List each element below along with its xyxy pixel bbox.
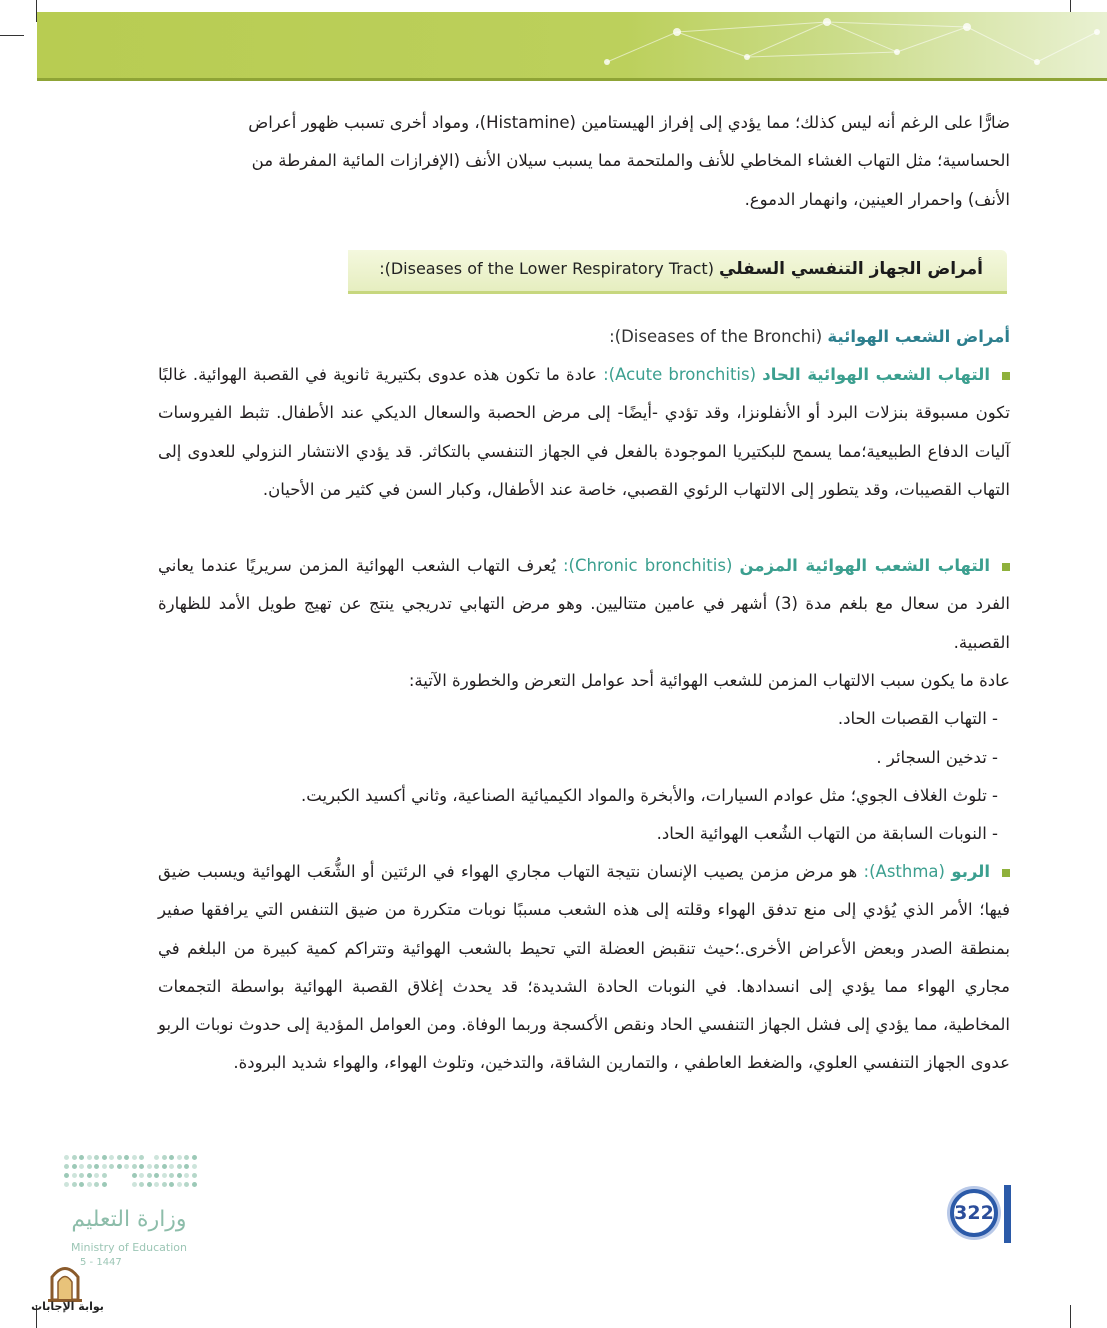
chronic-bronchitis-block bbox=[158, 547, 1010, 662]
bullet-icon bbox=[1002, 869, 1010, 877]
logo-dot bbox=[79, 1182, 84, 1187]
term-en: (Acute bronchitis): bbox=[603, 365, 757, 384]
logo-dot bbox=[162, 1164, 167, 1169]
logo-dot bbox=[72, 1182, 77, 1187]
list-item: - تلوث الغلاف الجوي؛ مثل عوادم السيارات، والأبخرة والمواد الكيميائية الصناعية، وثاني أكسيد الكبريت. bbox=[301, 785, 998, 805]
logo-dot bbox=[87, 1164, 92, 1169]
logo-dot bbox=[124, 1164, 129, 1169]
watermark-text: بوابة الإجابات bbox=[31, 1300, 104, 1313]
logo-dot bbox=[184, 1155, 189, 1160]
logo-dot bbox=[94, 1164, 99, 1169]
logo-dot bbox=[154, 1173, 159, 1178]
logo-dot bbox=[87, 1173, 92, 1178]
bullet-icon bbox=[1002, 563, 1010, 571]
list-item: - تدخين السجائر . bbox=[876, 747, 998, 767]
list-item: - التهاب القصبات الحاد. bbox=[837, 709, 998, 729]
page-number: 322 bbox=[950, 1189, 998, 1237]
section-title-en: (Diseases of the Lower Respiratory Tract): bbox=[379, 259, 714, 278]
logo-dot bbox=[192, 1155, 197, 1160]
intro-line: الحساسية؛ مثل التهاب الغشاء المخاطي للأنف والملتحمة مما يسبب سيلان الأنف (الإفرازات المائية المفرطة من bbox=[251, 151, 1010, 171]
header-underline bbox=[37, 78, 1107, 81]
term-ar: التهاب الشعب الهوائية المزمن bbox=[739, 556, 991, 575]
logo-dot bbox=[132, 1155, 137, 1160]
acute-bronchitis-paragraph bbox=[158, 356, 1010, 509]
chronic-bronchitis-paragraph bbox=[158, 547, 1010, 662]
intro-paragraph bbox=[158, 104, 1010, 219]
term-en: (Chronic bronchitis): bbox=[562, 556, 733, 575]
logo-dot bbox=[87, 1182, 92, 1187]
logo-dot bbox=[192, 1182, 197, 1187]
logo-dot bbox=[102, 1164, 107, 1169]
logo-dot bbox=[177, 1182, 182, 1187]
section-heading bbox=[348, 250, 1007, 294]
logo-dot bbox=[154, 1155, 159, 1160]
logo-dot bbox=[102, 1155, 107, 1160]
subsection-title-ar: أمراض الشعب الهوائية bbox=[827, 327, 1010, 346]
logo-dot bbox=[139, 1182, 144, 1187]
logo-dot bbox=[109, 1164, 114, 1169]
logo-dot bbox=[169, 1173, 174, 1178]
crop-mark bbox=[0, 35, 24, 36]
term-en: (Asthma): bbox=[863, 862, 945, 881]
ministry-dots-icon bbox=[64, 1155, 199, 1200]
logo-dot bbox=[139, 1164, 144, 1169]
logo-dot bbox=[79, 1173, 84, 1178]
logo-dot bbox=[147, 1164, 152, 1169]
subsection-heading bbox=[609, 322, 1010, 352]
logo-dot bbox=[169, 1182, 174, 1187]
logo-dot bbox=[72, 1173, 77, 1178]
asthma-paragraph bbox=[158, 853, 1010, 1083]
logo-dot bbox=[147, 1173, 152, 1178]
logo-dot bbox=[132, 1173, 137, 1178]
logo-dot bbox=[124, 1155, 129, 1160]
logo-dot bbox=[147, 1182, 152, 1187]
logo-dot bbox=[64, 1182, 69, 1187]
page-number-bar bbox=[1004, 1185, 1011, 1243]
logo-dot bbox=[94, 1155, 99, 1160]
logo-dot bbox=[154, 1182, 159, 1187]
logo-dot bbox=[139, 1173, 144, 1178]
logo-dot bbox=[87, 1155, 92, 1160]
logo-dot bbox=[72, 1155, 77, 1160]
logo-dot bbox=[79, 1164, 84, 1169]
logo-dot bbox=[117, 1164, 122, 1169]
logo-dot bbox=[132, 1164, 137, 1169]
term-ar: التهاب الشعب الهوائية الحاد bbox=[762, 365, 990, 384]
logo-dot bbox=[184, 1173, 189, 1178]
logo-dot bbox=[79, 1155, 84, 1160]
logo-dot bbox=[102, 1173, 107, 1178]
logo-dot bbox=[177, 1173, 182, 1178]
acute-bronchitis-block bbox=[158, 356, 1010, 509]
logo-dot bbox=[102, 1182, 107, 1187]
chronic-bronchitis-text: يُعرف التهاب الشعب الهوائية المزمن سريريًا عندما يعاني الفرد من سعال مع بلغم مدة (3) أشهر في عامين متتاليين. وهو مرض التهابي تدريجي ينتج عن تهيج طويل الأمد للظهارة القصبية. bbox=[158, 556, 1010, 652]
logo-dot bbox=[72, 1164, 77, 1169]
logo-dot bbox=[64, 1164, 69, 1169]
asthma-block bbox=[158, 853, 1010, 1083]
logo-dot bbox=[132, 1182, 137, 1187]
logo-dot bbox=[64, 1155, 69, 1160]
term-ar: الربو bbox=[951, 862, 991, 881]
logo-dot bbox=[162, 1182, 167, 1187]
subsection-title-en: (Diseases of the Bronchi): bbox=[609, 327, 823, 346]
intro-line: ضارًّا على الرغم أنه ليس كذلك؛ مما يؤدي إلى إفراز الهيستامين (Histamine)، ومواد أخرى تسبب ظهور أعراض bbox=[248, 113, 1010, 132]
causes-block bbox=[158, 662, 1010, 853]
intro-line: الأنف) واحمرار العينين، وانهمار الدموع. bbox=[744, 189, 1010, 209]
logo-dot bbox=[64, 1173, 69, 1178]
logo-dot bbox=[162, 1155, 167, 1160]
causes-intro: عادة ما يكون سبب الالتهاب المزمن للشعب الهوائية أحد عوامل التعرض والخطورة الآتية: bbox=[408, 671, 1010, 690]
logo-dot bbox=[184, 1164, 189, 1169]
ministry-name-ar: وزارة التعليم bbox=[71, 1207, 187, 1232]
logo-dot bbox=[162, 1173, 167, 1178]
section-title-ar: أمراض الجهاز التنفسي السفلي bbox=[719, 259, 983, 279]
logo-dot bbox=[192, 1173, 197, 1178]
asthma-text: هو مرض مزمن يصيب الإنسان نتيجة التهاب مجاري الهواء في الرئتين أو الشُّعَب الهوائية ويسبب ضيق فيها؛ الأمر الذي يُؤدي إلى منع تدفق الهواء وقلته إلى هذه الشعب مسببًا نوبات متكررة من ضيق التنفس التي يرافقها صفير بمنطقة الصدر وبعض الأعراض الأخرى.؛حيث تنقبض العضلة التي تحيط بالشعب الهوائية وتتراكم كمية كبيرة من البلغم في مجاري الهواء مما يؤدي إلى انسدادها. في النوبات الحادة الشديدة؛ قد يحدث إغلاق القصبة الهوائية بواسطة التجمعات المخاطية، مما يؤدي إلى فشل الجهاز التنفسي الحاد ونقص الأكسجة وربما الوفاة. ومن العوامل المؤدية إلى حدوث نوبات الربو عدوى الجهاز التنفسي العلوي، والضغط العاطفي ، والتمارين الشاقة، والتدخين، وتلوث الهواء، والهواء شديد البرودة. bbox=[158, 862, 1010, 1073]
logo-dot bbox=[154, 1164, 159, 1169]
acute-bronchitis-text: عادة ما تكون هذه عدوى بكتيرية ثانوية في القصبة الهوائية. غالبًا تكون مسبوقة بنزلات البرد أو الأنفلونزا، وقد تؤدي -أيضًا- إلى مرض الحصبة والسعال الديكي عند الأطفال. تثبط الفيروسات آليات الدفاع الطبيعية؛مما يسمح للبكتيريا الموجودة بالفعل في الجهاز التنفسي بالتكاثر. قد يؤدي الانتشار النزولي للعدوى إلى التهاب القصيبات، وقد يتطور إلى الالتهاب الرئوي القصبي، خاصة عند الأطفال، وكبار السن في كثير من الأحيان. bbox=[158, 365, 1010, 499]
list-item: - النوبات السابقة من التهاب الشُعب الهوائية الحاد. bbox=[656, 824, 998, 844]
ministry-year: 5 - 1447 bbox=[80, 1257, 122, 1268]
ministry-logo bbox=[60, 1155, 200, 1268]
logo-dot bbox=[169, 1155, 174, 1160]
logo-dot bbox=[177, 1164, 182, 1169]
logo-dot bbox=[192, 1164, 197, 1169]
ministry-name-en: Ministry of Education bbox=[70, 1241, 187, 1254]
logo-dot bbox=[139, 1155, 144, 1160]
logo-dot bbox=[109, 1155, 114, 1160]
logo-dot bbox=[177, 1155, 182, 1160]
logo-dot bbox=[94, 1173, 99, 1178]
crop-mark bbox=[1070, 1305, 1071, 1328]
logo-dot bbox=[184, 1182, 189, 1187]
header-band bbox=[37, 12, 1107, 78]
logo-dot bbox=[117, 1155, 122, 1160]
bullet-icon bbox=[1002, 372, 1010, 380]
logo-dot bbox=[169, 1164, 174, 1169]
network-pattern-icon bbox=[587, 12, 1107, 78]
logo-dot bbox=[94, 1182, 99, 1187]
